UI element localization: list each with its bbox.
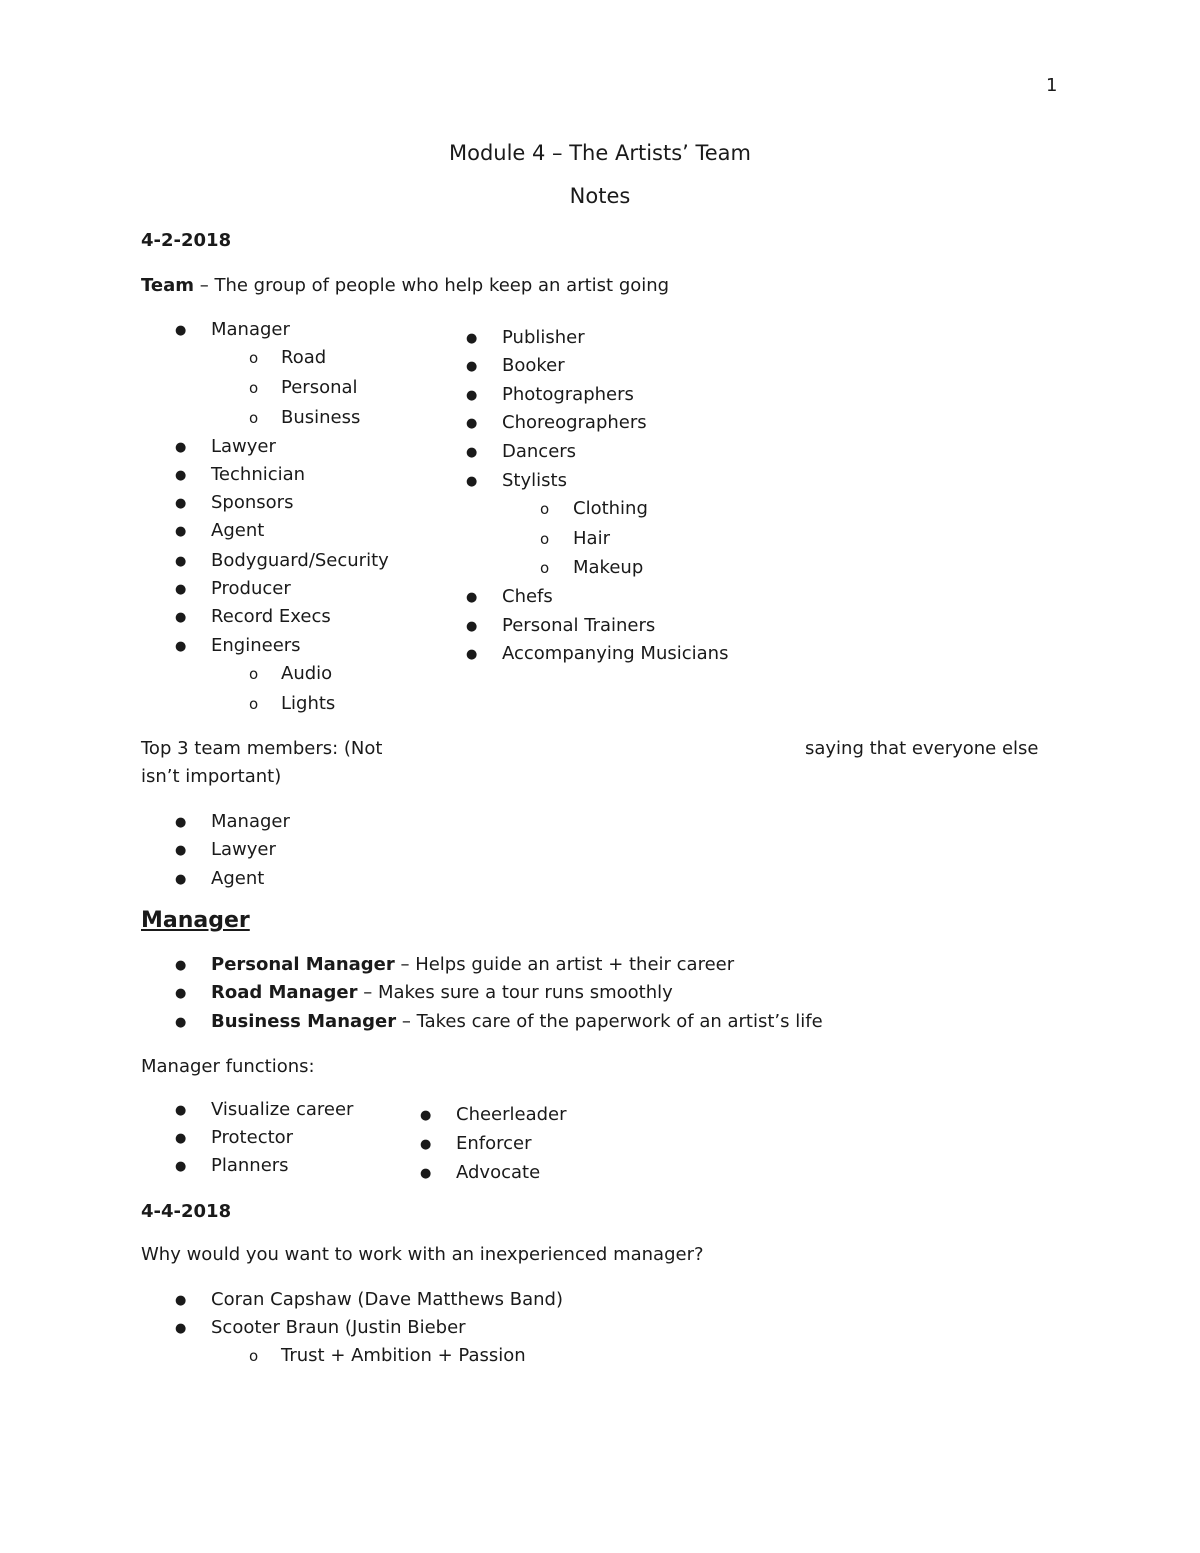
- team-item: Choreographers: [502, 412, 647, 433]
- team-definition: [141, 277, 669, 295]
- bullet-icon: ●: [175, 440, 187, 455]
- bullet-icon: ●: [466, 590, 478, 605]
- team-item: Record Execs: [211, 606, 331, 627]
- team-definition-text: – The group of people who help keep an artist going: [194, 275, 670, 296]
- bullet-icon: ●: [466, 359, 478, 374]
- manager-function: Visualize career: [211, 1099, 354, 1120]
- bullet-icon: ●: [175, 524, 187, 539]
- team-item-manager: Manager: [211, 319, 290, 340]
- team-item: Dancers: [502, 441, 577, 462]
- sub-bullet-icon: o: [540, 530, 550, 548]
- sub-bullet-icon: o: [249, 409, 259, 427]
- bullet-icon: ●: [420, 1108, 432, 1123]
- team-subitem: Business: [281, 407, 361, 428]
- manager-type-term: Business Manager: [211, 1011, 397, 1032]
- top3-item: Agent: [211, 868, 265, 889]
- bullet-icon: ●: [420, 1137, 432, 1152]
- top3-intro: Top 3 team members: (Not: [141, 738, 383, 759]
- bullet-icon: ●: [466, 331, 478, 346]
- bullet-icon: ●: [175, 843, 187, 858]
- example-item: Scooter Braun (Justin Bieber: [211, 1317, 466, 1338]
- team-subitem: Audio: [281, 663, 333, 684]
- top3-item: Lawyer: [211, 839, 276, 860]
- manager-type: [211, 1013, 823, 1031]
- bullet-icon: ●: [175, 958, 187, 973]
- manager-function: Enforcer: [456, 1133, 532, 1154]
- top3-item: Manager: [211, 811, 290, 832]
- bullet-icon: ●: [175, 554, 187, 569]
- page-number: 1: [1046, 75, 1058, 96]
- bullet-icon: ●: [175, 639, 187, 654]
- bullet-icon: ●: [175, 872, 187, 887]
- bullet-icon: ●: [420, 1166, 432, 1181]
- team-item: Chefs: [502, 586, 553, 607]
- bullet-icon: ●: [466, 619, 478, 634]
- manager-functions-label: Manager functions:: [141, 1056, 315, 1077]
- bullet-icon: ●: [466, 416, 478, 431]
- page-title: Module 4 – The Artists’ Team: [448, 141, 752, 165]
- manager-type-term: Personal Manager: [211, 954, 395, 975]
- sub-bullet-icon: o: [249, 349, 259, 367]
- sub-bullet-icon: o: [249, 665, 259, 683]
- top3-intro-right: saying that everyone else: [805, 738, 1039, 759]
- bullet-icon: ●: [466, 388, 478, 403]
- team-item: Stylists: [502, 470, 567, 491]
- bullet-icon: ●: [175, 1293, 187, 1308]
- manager-type-text: – Helps guide an artist + their career: [394, 954, 735, 975]
- team-term: Team: [141, 275, 194, 296]
- sub-bullet-icon: o: [249, 1347, 259, 1365]
- sub-bullet-icon: o: [540, 500, 550, 518]
- manager-heading: Manager: [141, 908, 250, 933]
- bullet-icon: ●: [175, 1015, 187, 1030]
- team-item: Producer: [211, 578, 291, 599]
- manager-function: Planners: [211, 1155, 289, 1176]
- bullet-icon: ●: [175, 815, 187, 830]
- manager-type: [211, 956, 734, 974]
- team-item: Personal Trainers: [502, 615, 656, 636]
- manager-function: Advocate: [456, 1162, 541, 1183]
- date-heading-1: 4-2-2018: [141, 230, 232, 251]
- manager-type-text: – Takes care of the paperwork of an artist’s life: [396, 1011, 823, 1032]
- manager-type-term: Road Manager: [211, 982, 358, 1003]
- team-item: Booker: [502, 355, 565, 376]
- manager-type: [211, 984, 673, 1002]
- question-text: Why would you want to work with an inexperienced manager?: [141, 1244, 704, 1265]
- bullet-icon: ●: [175, 496, 187, 511]
- manager-function: Protector: [211, 1127, 294, 1148]
- page-subtitle: Notes: [569, 184, 631, 208]
- bullet-icon: ●: [466, 474, 478, 489]
- team-item: Bodyguard/Security: [211, 550, 389, 571]
- sub-bullet-icon: o: [540, 559, 550, 577]
- team-item: Engineers: [211, 635, 301, 656]
- team-item: Accompanying Musicians: [502, 643, 729, 664]
- team-item: Technician: [211, 464, 306, 485]
- team-subitem: Hair: [573, 528, 610, 549]
- team-subitem: Road: [281, 347, 327, 368]
- team-subitem: Lights: [281, 693, 336, 714]
- sub-bullet-icon: o: [249, 379, 259, 397]
- example-subitem: Trust + Ambition + Passion: [281, 1345, 526, 1366]
- team-subitem: Clothing: [573, 498, 648, 519]
- sub-bullet-icon: o: [249, 695, 259, 713]
- team-item: Agent: [211, 520, 265, 541]
- team-item: Photographers: [502, 384, 634, 405]
- bullet-icon: ●: [175, 1321, 187, 1336]
- example-item: Coran Capshaw (Dave Matthews Band): [211, 1289, 564, 1310]
- top3-intro-continued: isn’t important): [141, 766, 282, 787]
- manager-function: Cheerleader: [456, 1104, 567, 1125]
- bullet-icon: ●: [175, 323, 187, 338]
- bullet-icon: ●: [175, 1159, 187, 1174]
- team-subitem: Makeup: [573, 557, 644, 578]
- bullet-icon: ●: [466, 647, 478, 662]
- bullet-icon: ●: [175, 610, 187, 625]
- bullet-icon: ●: [175, 986, 187, 1001]
- team-subitem: Personal: [281, 377, 358, 398]
- manager-type-text: – Makes sure a tour runs smoothly: [357, 982, 673, 1003]
- team-item: Lawyer: [211, 436, 276, 457]
- team-item: Sponsors: [211, 492, 294, 513]
- bullet-icon: ●: [175, 1131, 187, 1146]
- date-heading-2: 4-4-2018: [141, 1201, 232, 1222]
- bullet-icon: ●: [175, 1103, 187, 1118]
- bullet-icon: ●: [175, 468, 187, 483]
- bullet-icon: ●: [466, 445, 478, 460]
- team-item: Publisher: [502, 327, 585, 348]
- bullet-icon: ●: [175, 582, 187, 597]
